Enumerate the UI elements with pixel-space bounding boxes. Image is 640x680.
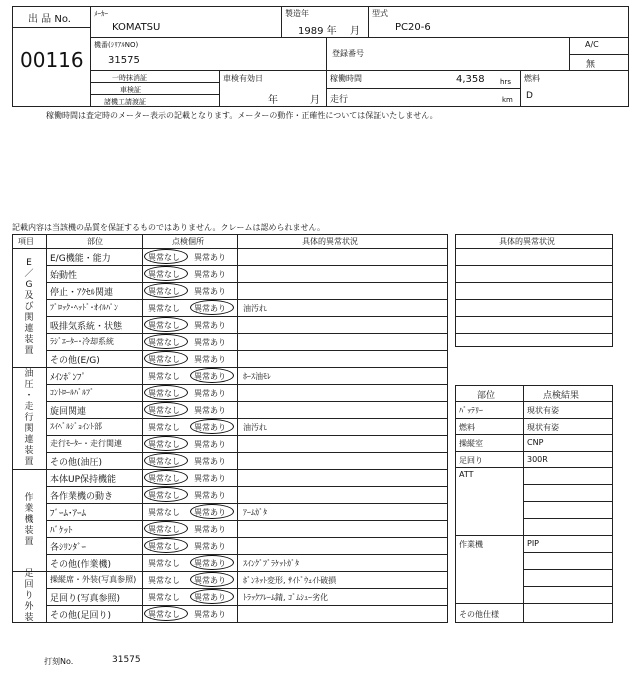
divider [281,6,282,37]
opt-abnormal: 異常あり [194,474,226,483]
row-divider [46,401,448,402]
ac-label: A/C [585,40,599,49]
row-divider [46,588,448,589]
group-label-char: G [25,280,33,290]
year-label: 製造年 [285,9,309,18]
inspection-valid-label: 車検有効日 [223,74,263,83]
inspection-year: 年 [268,95,278,106]
opt-normal: 異常なし [148,491,180,500]
row-part: 各ｼﾘﾝﾀﾞｰ [50,543,87,553]
opt-normal: 異常なし [148,593,180,602]
divider [455,333,613,334]
row-part: ｺﾝﾄﾛｰﾙﾊﾞﾙﾌﾞ [50,388,94,397]
divider [455,401,613,402]
right-panel [455,234,613,623]
divider [142,234,143,623]
other-label: その他仕様 [459,610,499,619]
divider [523,552,613,553]
att-label: ATT [459,470,474,479]
row-divider [46,418,448,419]
detail-box [455,234,613,347]
row-divider [46,367,448,368]
selection-circle [190,419,234,434]
selection-circle [190,504,234,519]
row-detail: ﾎﾞﾝﾈｯﾄ変形, ｻｲﾄﾞｳｪｲﾄ破損 [243,576,337,585]
selection-circle [144,249,188,264]
maker-label: ﾒｰｶｰ [94,10,108,18]
divider [46,234,47,623]
opt-normal: 異常なし [148,525,180,534]
row-part: 旋回関連 [50,407,87,417]
row-part: ﾌﾞｰﾑ･ｱｰﾑ [50,509,87,519]
selection-circle [144,538,188,553]
fuel-value: D [526,91,533,101]
divider [455,603,613,604]
divider [326,88,520,89]
row-part: 停止・ｱｸｾﾙ関連 [50,288,114,298]
selection-circle [190,572,234,587]
row-part: 操縦席・外装(写真参照) [50,575,137,584]
row-divider [46,452,448,453]
divider [455,265,613,266]
row-divider [46,605,448,606]
group-label-char: 装 [24,525,34,536]
stamp-value: 31575 [112,655,141,665]
group-label-1 [23,369,35,468]
selection-circle [144,470,188,485]
col-part-header: 部位 [477,391,496,401]
group-label-char: 走 [24,401,34,412]
selection-circle [144,453,188,468]
divider [569,54,629,55]
divider [523,385,524,623]
ac-value: 無 [586,60,596,70]
operator-cert-label: 諸機工請渡証 [104,98,146,106]
group-label-char: 関 [24,423,34,434]
selection-circle [144,351,188,366]
divider [90,70,629,71]
inspection-table [12,234,448,623]
hours-label: 稼働時間 [330,74,362,83]
group-label-2 [23,493,35,548]
group-label-char: 行 [24,412,34,423]
opt-normal: 異常なし [148,406,180,415]
fuel-label: 燃料 [524,74,540,83]
selection-circle [144,334,188,349]
opt-normal: 異常なし [148,321,180,330]
selection-circle [190,300,234,315]
work-label: 作業機 [459,540,483,549]
divider [90,37,629,38]
row-detail: ﾄﾗｯｸﾌﾚｰﾑ錆, ｺﾞﾑｼｭｰ劣化 [243,593,329,602]
km-unit: km [502,96,513,104]
divider [90,94,219,95]
result-part: ﾊﾞｯﾃﾘｰ [459,406,483,415]
row-divider [46,299,448,300]
divider [455,535,613,536]
group-label-char: 装 [24,445,34,456]
opt-abnormal: 異常あり [194,542,226,551]
selection-circle [144,606,188,621]
divider [455,316,613,317]
divider [523,569,613,570]
result-value: 現状有姿 [527,406,559,415]
opt-abnormal: 異常あり [194,304,226,313]
row-divider [46,486,448,487]
opt-normal: 異常なし [148,304,180,313]
divider [523,501,613,502]
inspection-cert-label: 車検証 [120,86,141,94]
row-part: 本体UP保持機能 [50,475,117,485]
row-part: E/G機能・能力 [50,254,111,264]
row-part: 足回り(写真参照) [50,594,121,604]
travel-label: 走行 [330,95,349,105]
row-detail: 油汚れ [243,304,267,313]
group-label-char: 連 [24,324,34,334]
opt-normal: 異常なし [148,610,180,619]
group-label-char: 置 [24,536,34,547]
row-part: その他(油圧) [50,458,103,468]
divider [368,6,369,37]
divider [520,70,521,107]
opt-normal: 異常なし [148,508,180,517]
item-no: 00116 [20,48,84,72]
group-label-char: 連 [24,434,34,445]
group-label-char: 回 [24,580,34,590]
col-result-header: 点検結果 [543,391,580,401]
col-check-header: 点検個所 [172,237,204,246]
row-divider [46,503,448,504]
inspection-month: 月 [310,95,320,106]
group-label-3 [23,569,35,624]
opt-abnormal: 異常あり [194,321,226,330]
divider [523,484,613,485]
selection-circle [144,317,188,332]
divider [455,467,613,468]
col-item-header: 項目 [18,237,34,246]
selection-circle [144,266,188,281]
group-label-char: 油 [24,368,34,379]
opt-abnormal: 異常あり [194,423,226,432]
opt-abnormal: 異常あり [194,372,226,381]
selection-circle [190,555,234,570]
row-part: ﾗｼﾞｴｰﾀｰ･冷却系統 [50,337,114,346]
divider [12,248,448,249]
divider [90,82,219,83]
result-part: 操縦室 [459,439,483,448]
opt-abnormal: 異常あり [194,508,226,517]
reg-label: 登録番号 [332,49,364,58]
group-label-char: 関 [24,313,34,323]
row-part: 始動性 [50,271,78,281]
group-label-char: 作 [24,492,34,503]
divider [326,37,327,70]
opt-normal: 異常なし [148,389,180,398]
result-value: 現状有姿 [527,422,559,432]
result-value: 300R [527,454,548,464]
divider [237,234,238,623]
group-label-char: 置 [24,456,34,467]
serial-label: 機番(ｼﾘｱﾙNO) [94,41,139,49]
group-label-char: 置 [24,346,34,356]
divider [455,451,613,452]
detail-header: 具体的異常状況 [499,237,555,246]
divider [455,418,613,419]
opt-abnormal: 異常あり [194,491,226,500]
opt-abnormal: 異常あり [194,253,226,262]
col-detail-header: 具体的異常状況 [302,237,358,246]
maker-value: KOMATSU [112,22,161,33]
row-divider [46,333,448,334]
opt-abnormal: 異常あり [194,389,226,398]
opt-normal: 異常なし [148,355,180,364]
hours-unit: hrs [500,78,511,86]
row-divider [46,520,448,521]
divider [12,27,90,28]
opt-abnormal: 異常あり [194,338,226,347]
opt-abnormal: 異常あり [194,440,226,449]
disclaimer: 記載内容は当該機の品質を保証するものではありません。クレームは認められません。 [12,223,325,232]
divider [455,248,613,249]
group-label-char: び [24,302,34,312]
row-divider [46,265,448,266]
row-part: ﾊﾞｹｯﾄ [50,526,73,536]
row-divider [46,350,448,351]
selection-circle [144,436,188,451]
opt-normal: 異常なし [148,338,180,347]
opt-abnormal: 異常あり [194,406,226,415]
group-label-char: ・ [24,390,34,401]
group-label-char: ／ [24,269,34,279]
divider [523,586,613,587]
work-value: PIP [527,539,540,548]
group-label-char: 及 [24,291,34,301]
selection-circle [144,283,188,298]
group-label-char: 業 [24,503,34,514]
opt-normal: 異常なし [148,440,180,449]
row-part: その他(足回り) [50,611,112,621]
hours-note: 稼働時間は査定時のメーター表示の記載となります。メーターの動作・正確性については保証いたしません。 [46,111,438,120]
opt-abnormal: 異常あり [194,287,226,296]
serial-value: 31575 [108,55,140,66]
divider [219,70,220,107]
opt-abnormal: 異常あり [194,270,226,279]
opt-normal: 異常なし [148,287,180,296]
group-label-char: 装 [24,613,34,623]
result-part: 燃料 [459,422,475,432]
row-divider [46,554,448,555]
group-label-0 [23,258,35,357]
row-divider [46,537,448,538]
selection-circle [144,487,188,502]
row-detail: 油汚れ [243,423,267,432]
row-divider [46,282,448,283]
divider [90,6,91,107]
group-label-char: 圧 [24,379,34,390]
row-divider [46,384,448,385]
item-no-label: 出 品 No. [28,14,71,25]
divider [523,518,613,519]
opt-abnormal: 異常あり [194,610,226,619]
opt-normal: 異常なし [148,423,180,432]
month-suffix: 月 [350,26,360,37]
group-label-char: り [24,591,34,601]
opt-normal: 異常なし [148,559,180,568]
col-part-header: 部位 [87,237,103,246]
row-part: 吸排気系統・状態 [50,322,123,332]
row-part: その他(作業機) [50,560,112,570]
row-part: ﾒｲﾝﾎﾟﾝﾌﾟ [50,373,87,383]
row-detail: ｽｲﾝｸﾞﾌﾞﾗｹｯﾄｶﾞﾀ [243,559,299,568]
opt-abnormal: 異常あり [194,457,226,466]
group-label-char: 機 [24,514,34,525]
row-divider [46,469,448,470]
opt-normal: 異常なし [148,372,180,381]
divider [455,299,613,300]
opt-abnormal: 異常あり [194,576,226,585]
year-value: 1989 年 [298,26,337,37]
row-part: 走行ﾓｰﾀｰ・走行関連 [50,439,122,448]
selection-circle [144,521,188,536]
row-divider [46,316,448,317]
opt-abnormal: 異常あり [194,355,226,364]
opt-abnormal: 異常あり [194,593,226,602]
opt-abnormal: 異常あり [194,525,226,534]
group-label-char: E [26,258,32,268]
opt-normal: 異常なし [148,457,180,466]
opt-normal: 異常なし [148,474,180,483]
opt-normal: 異常なし [148,253,180,262]
group-label-char: 装 [24,335,34,345]
divider [455,282,613,283]
selection-circle [144,402,188,417]
temp-permit-label: 一時抹消証 [112,74,147,82]
group-label-char: 足 [24,569,34,579]
row-divider [46,435,448,436]
row-part: ﾌﾞﾛｯｸ･ﾍｯﾄﾞ･ｵｲﾙﾊﾟﾝ [50,303,118,312]
row-part: 各作業機の動き [50,492,114,502]
selection-circle [190,368,234,383]
opt-normal: 異常なし [148,576,180,585]
opt-normal: 異常なし [148,270,180,279]
row-part: その他(E/G) [50,356,100,366]
model-label: 型式 [372,9,388,18]
selection-circle [190,589,234,604]
divider [455,434,613,435]
opt-abnormal: 異常あり [194,559,226,568]
result-part: 足回り [459,455,483,465]
row-divider [46,571,448,572]
stamp-label: 打刻No. [44,657,74,666]
row-part: ｽｲﾍﾞﾙｼﾞｮｲﾝﾄ部 [50,422,102,431]
model-value: PC20-6 [395,22,431,33]
result-value: CNP [527,438,544,447]
row-detail: ﾎｰｽ油ﾓﾚ [243,372,271,381]
row-detail: ｱｰﾑｶﾞﾀ [243,508,267,517]
hours-value: 4,358 [456,74,485,85]
opt-normal: 異常なし [148,542,180,551]
selection-circle [144,385,188,400]
group-label-char: 外 [24,602,34,612]
